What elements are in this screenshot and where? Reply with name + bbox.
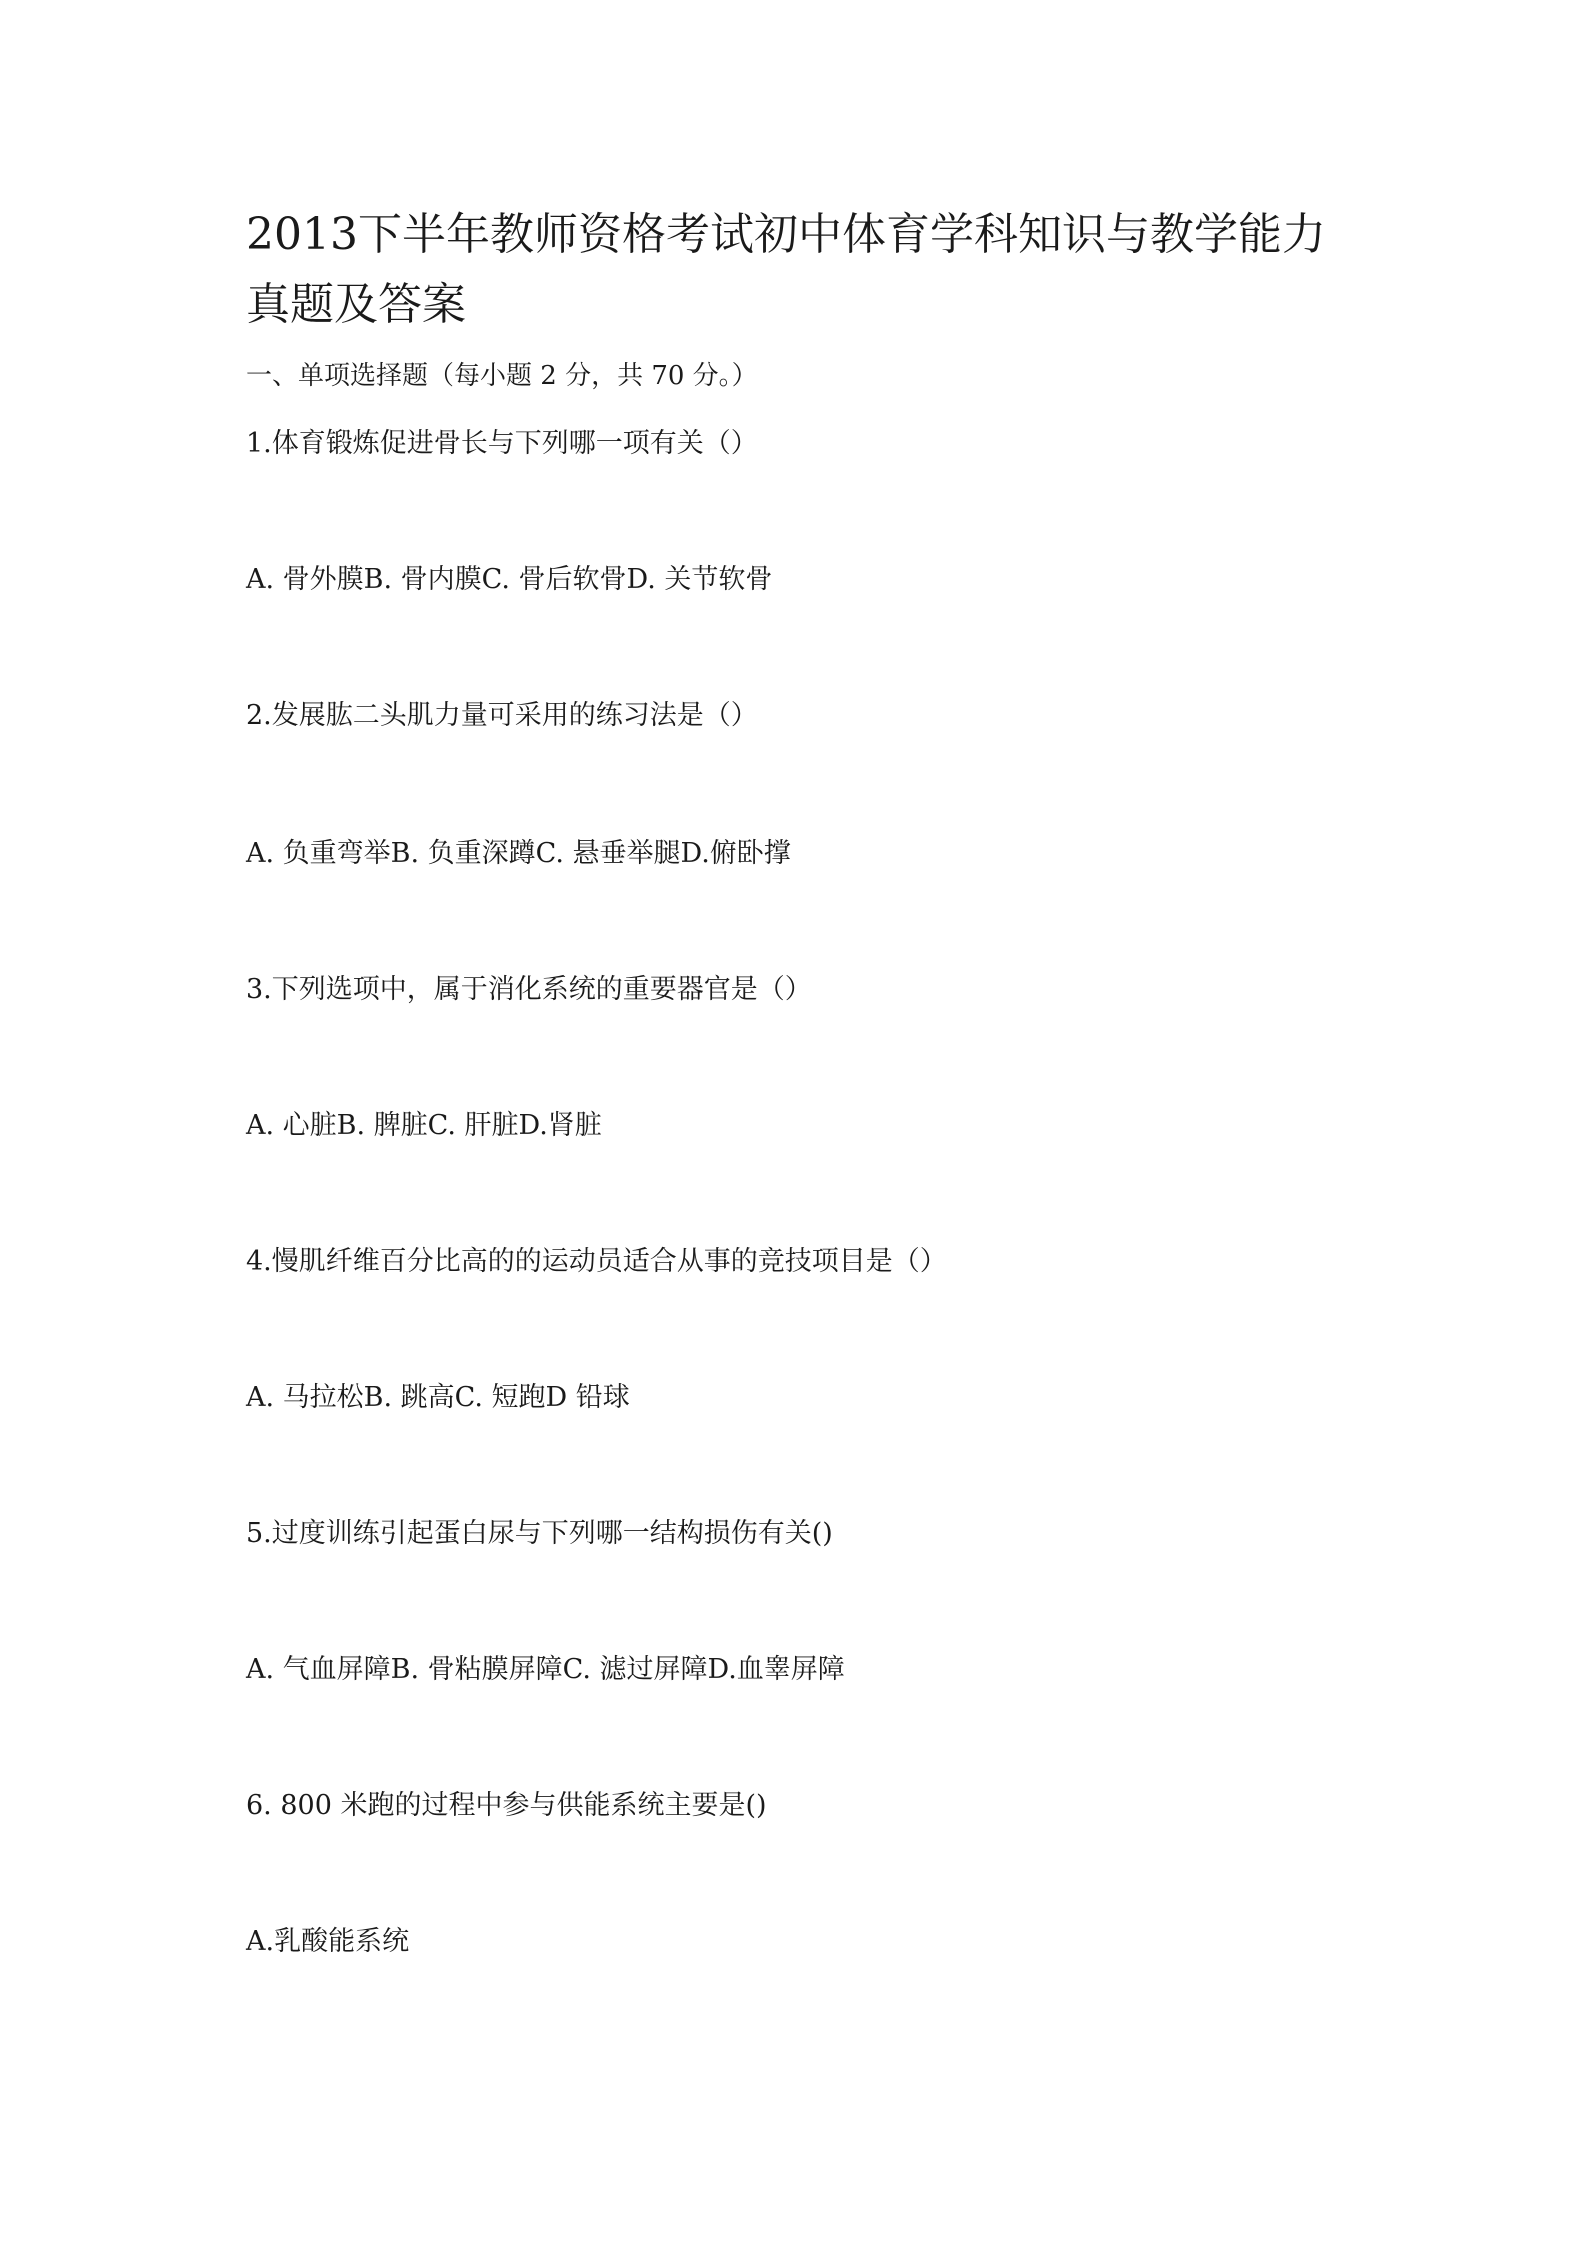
question-1-stem: 1.体育锻炼促进骨长与下列哪一项有关（） <box>246 428 758 459</box>
question-5-stem: 5.过度训练引起蛋白尿与下列哪一结构损伤有关() <box>246 1518 833 1549</box>
question-3-options: A. 心脏B. 脾脏C. 肝脏D.肾脏 <box>246 1110 602 1141</box>
question-1-options: A. 骨外膜B. 骨内膜C. 骨后软骨D. 关节软骨 <box>246 564 773 595</box>
question-4-stem: 4.慢肌纤维百分比高的的运动员适合从事的竞技项目是（） <box>246 1246 947 1277</box>
document-title: 2013下半年教师资格考试初中体育学科知识与教学能力真题及答案 <box>246 209 1326 330</box>
section-heading: 一、单项选择题（每小题 2 分，共 70 分。） <box>246 361 758 391</box>
question-6-stem: 6. 800 米跑的过程中参与供能系统主要是() <box>246 1790 767 1821</box>
question-3-stem: 3.下列选项中，属于消化系统的重要器官是（） <box>246 974 812 1005</box>
question-6-options: A.乳酸能系统 <box>246 1926 410 1957</box>
question-5-options: A. 气血屏障B. 骨粘膜屏障C. 滤过屏障D.血睾屏障 <box>246 1654 845 1685</box>
question-2-options: A. 负重弯举B. 负重深蹲C. 悬垂举腿D.俯卧撑 <box>246 838 791 869</box>
question-2-stem: 2.发展肱二头肌力量可采用的练习法是（） <box>246 700 758 731</box>
question-4-options: A. 马拉松B. 跳高C. 短跑D 铅球 <box>246 1382 630 1413</box>
